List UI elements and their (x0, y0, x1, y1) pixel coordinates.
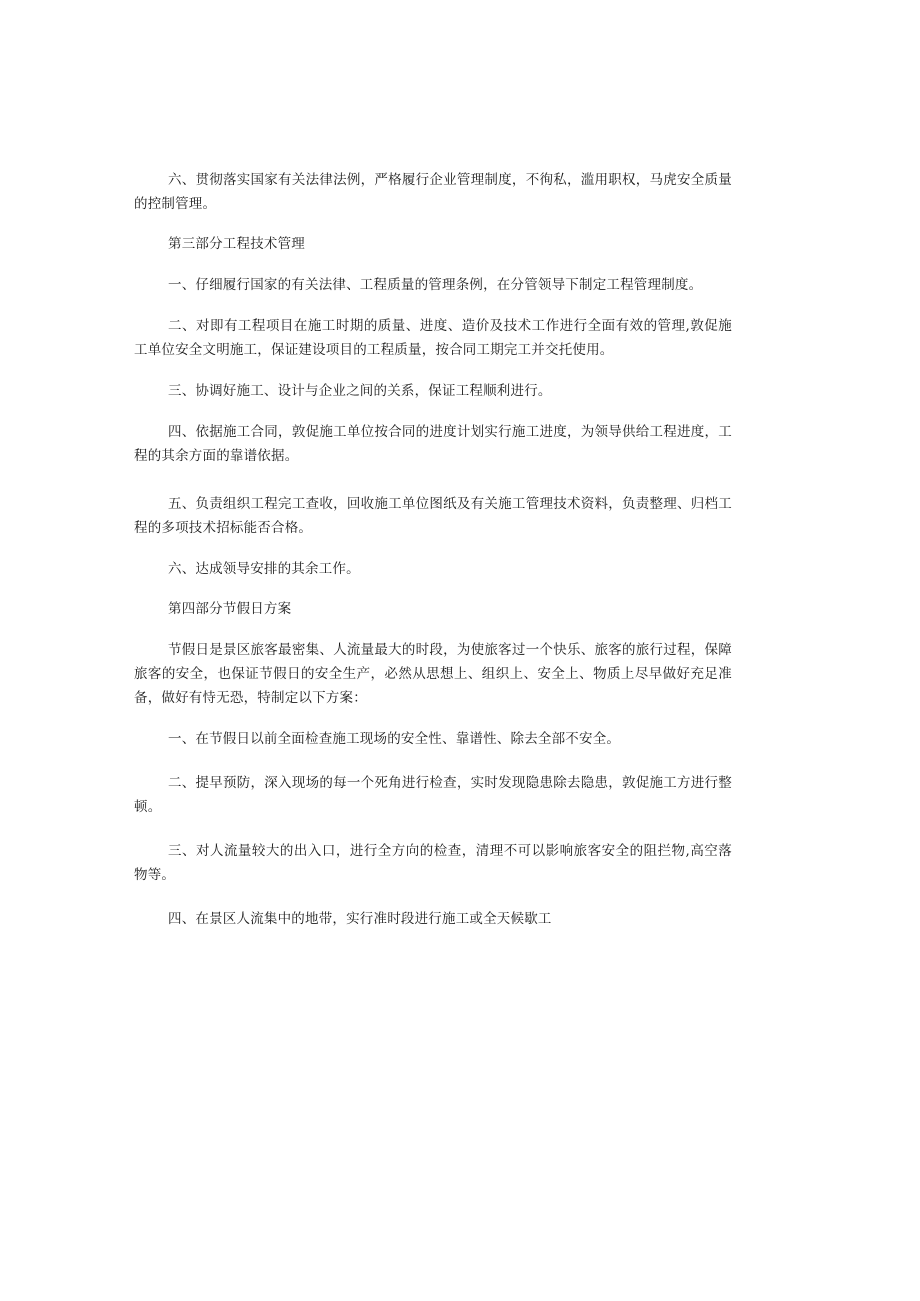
paragraph-part4-item1: 一、在节假日以前全面检查施工现场的安全性、靠谱性、除去全部不安全。 (168, 731, 621, 747)
paragraph-part4-item4: 四、在景区人流集中的地带，实行准时段进行施工或全天候歇工 (168, 911, 552, 927)
paragraph-part3-item5: 五、负责组织工程完工查收，回收施工单位图纸及有关施工管理技术资料，负责整理、归档工程的多项技术招标能否合格。 (134, 496, 732, 536)
paragraph-part2-item6: 六、贯彻落实国家有关法律法例，严格履行企业管理制度，不徇私，滥用职权，马虎安全质量的控制管理。 (134, 172, 732, 212)
paragraph-part4-item3: 三、对人流量较大的出入口，进行全方向的检查，清理不可以影响旅客安全的阻拦物,高空落物等。 (134, 843, 732, 883)
paragraph-part3-item6: 六、达成领导安排的其余工作。 (168, 561, 360, 577)
section-heading-part4: 第四部分节假日方案 (168, 601, 292, 617)
paragraph-part3-item4: 四、依据施工合同，敦促施工单位按合同的进度计划实行施工进度，为领导供给工程进度，工程的其余方面的靠谱依据。 (134, 424, 732, 464)
paragraph-part4-item2: 二、提早预防，深入现场的每一个死角进行检查，实时发现隐患除去隐患，敦促施工方进行整顿。 (134, 775, 732, 815)
document-page (134, 168, 732, 931)
paragraph-part3-item3: 三、协调好施工、设计与企业之间的关系，保证工程顺利进行。 (168, 383, 552, 399)
section-heading-part3: 第三部分工程技术管理 (168, 236, 305, 252)
paragraph-part4-intro: 节假日是景区旅客最密集、人流量最大的时段，为使旅客过一个快乐、旅客的旅行过程，保障旅客的安全，也保证节假日的安全生产，必然从思想上、组织上、安全上、物质上尽早做好充足准备，做好有恃无恐，特制定以下方案： (134, 642, 732, 706)
paragraph-part3-item2: 二、对即有工程项目在施工时期的质量、进度、造价及技术工作进行全面有效的管理,敦促施工单位安全文明施工，保证建设项目的工程质量，按合同工期完工并交托使用。 (134, 318, 732, 358)
paragraph-part3-item1: 一、仔细履行国家的有关法律、工程质量的管理条例，在分管领导下制定工程管理制度。 (168, 277, 703, 293)
